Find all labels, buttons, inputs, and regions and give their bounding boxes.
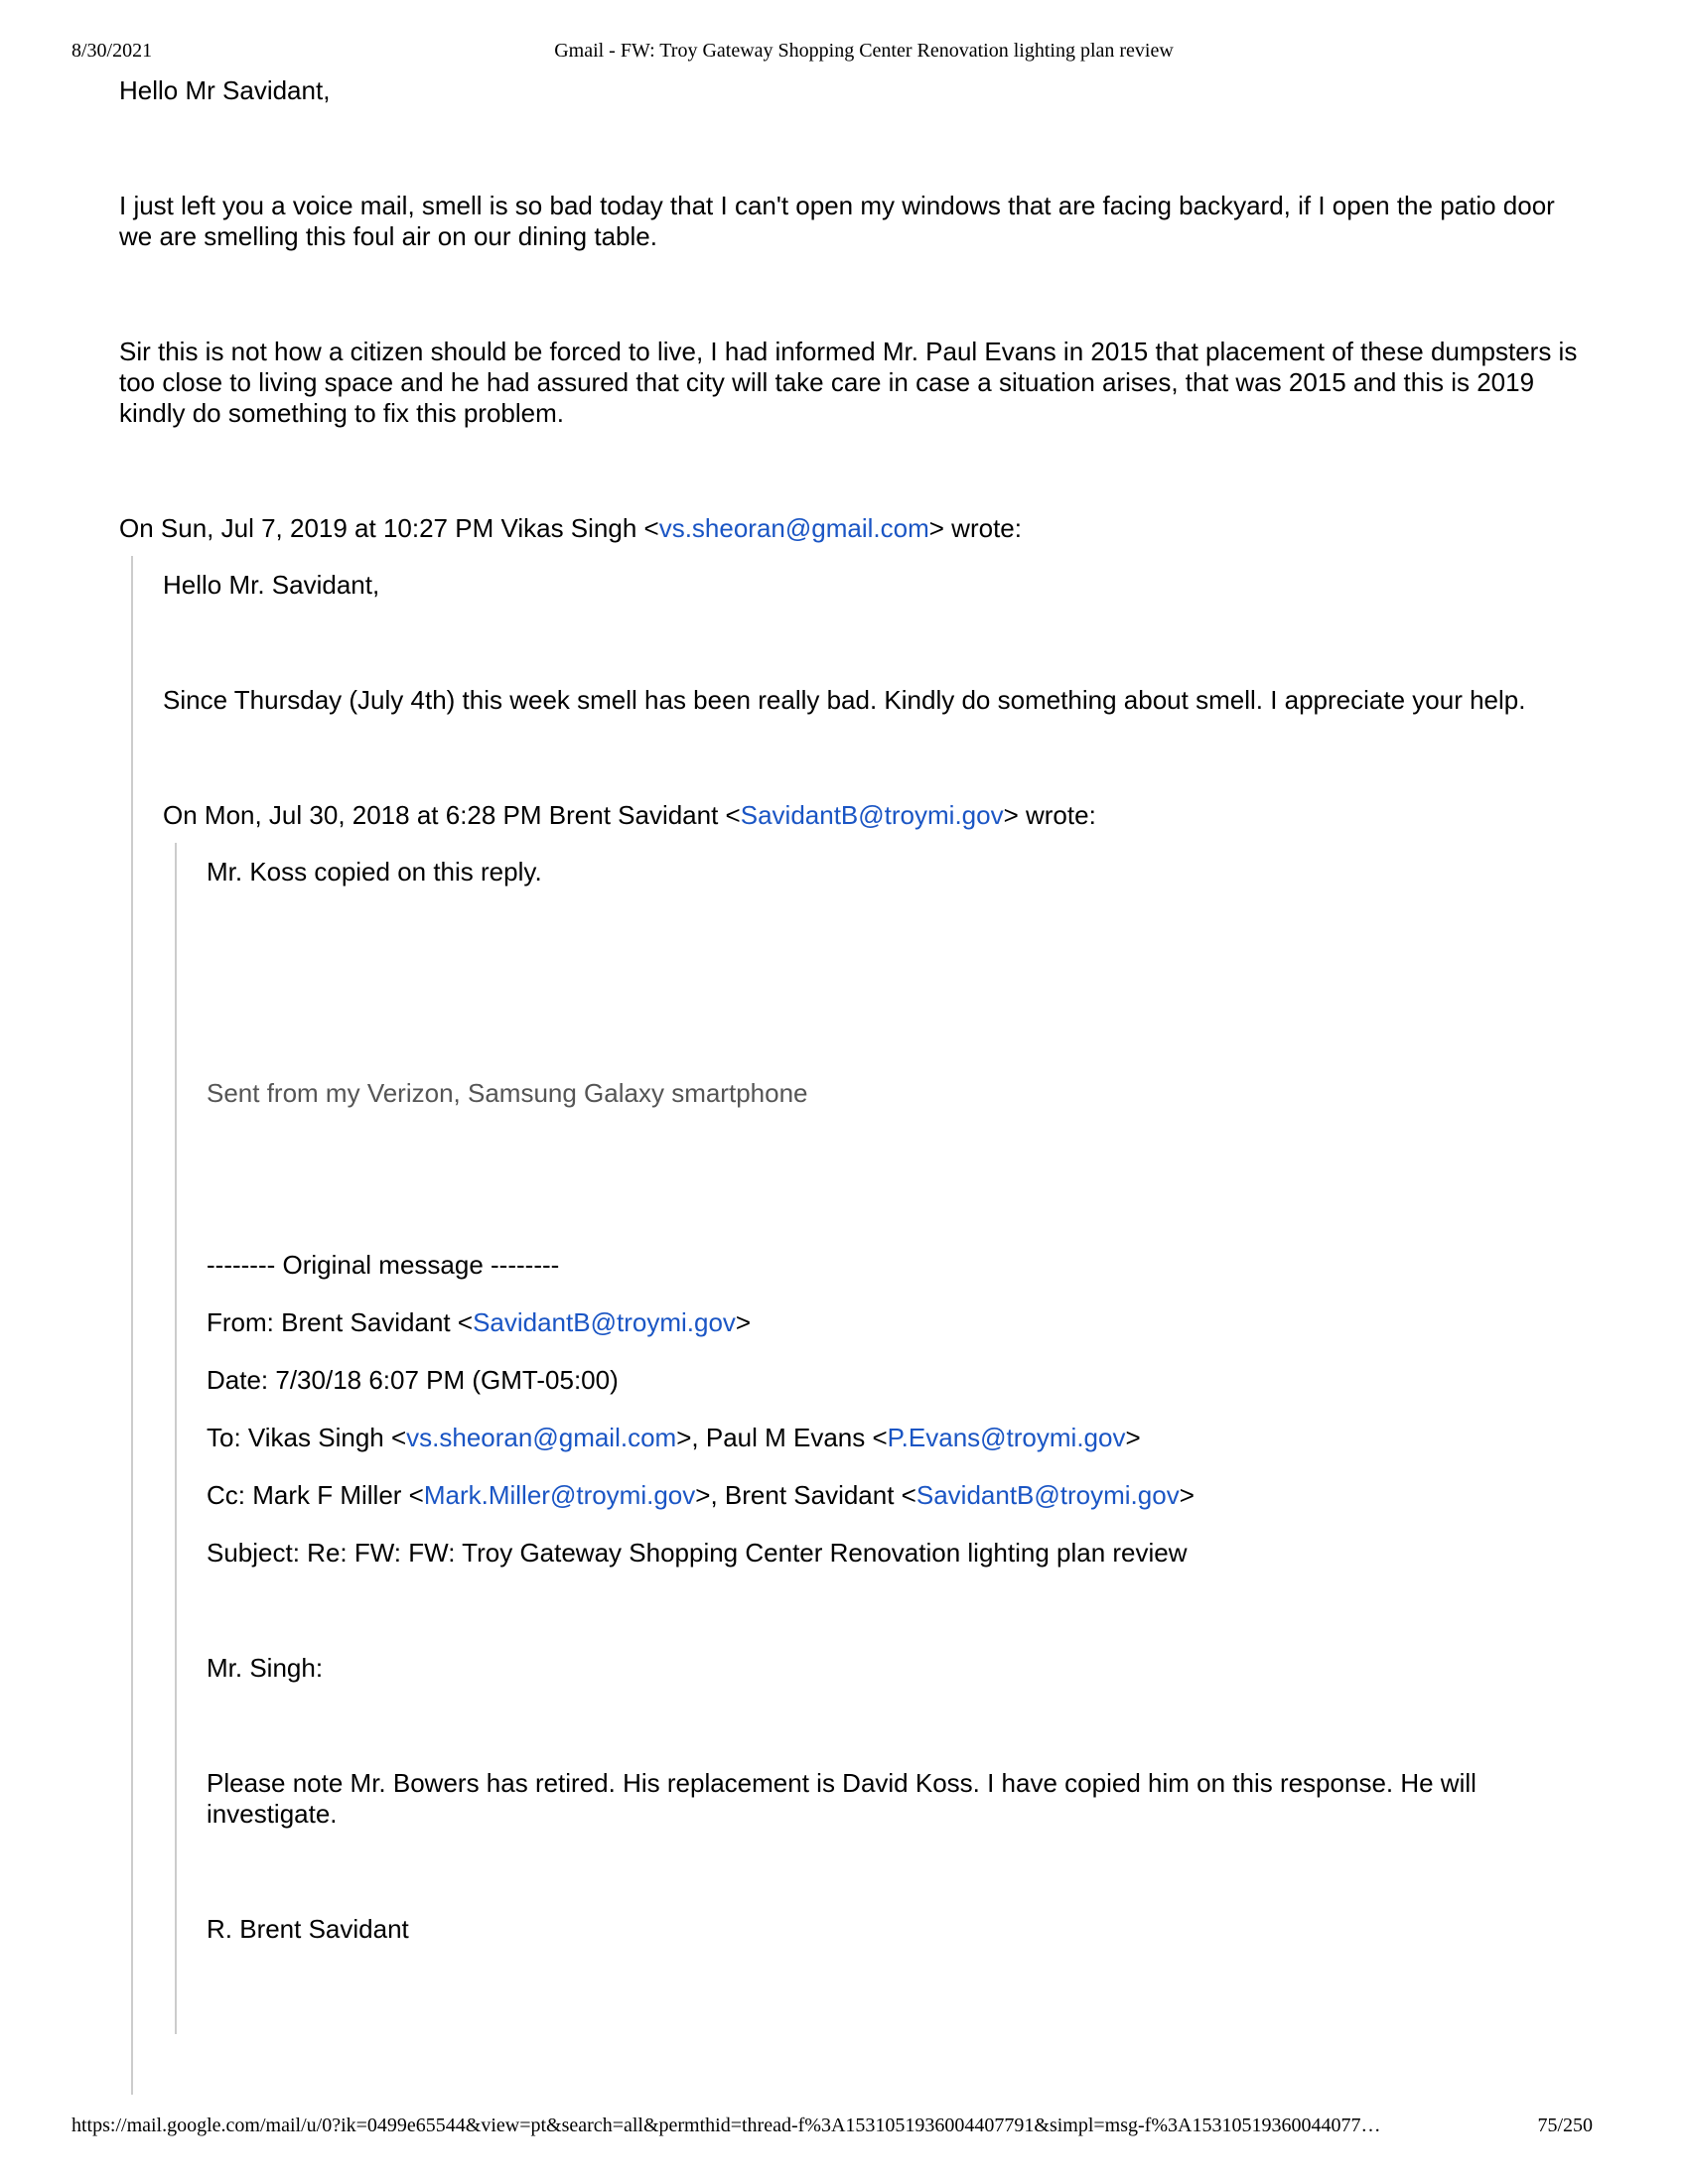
- message-paragraph-1: I just left you a voice mail, smell is so bad today that I can't open my windows that are facing backyard, if I open the patio door we are smelling this foul air on our dining table.: [119, 191, 1555, 251]
- greeting: Hello Mr Savidant,: [119, 75, 331, 105]
- quoted-line: Mr. Koss copied on this reply.: [207, 857, 542, 887]
- print-header: [71, 40, 1617, 69]
- email-message-body: [119, 75, 1579, 2095]
- mobile-signature: Sent from my Verizon, Samsung Galaxy smartphone: [207, 1078, 808, 1108]
- original-subject: Subject: Re: FW: FW: Troy Gateway Shopping Center Renovation lighting plan review: [207, 1538, 1188, 1568]
- print-url: https://mail.google.com/mail/u/0?ik=0499e65544&view=pt&search=all&permthid=thread-f%3A1531051936004407791&simpl=msg-f%3A15310519360044077…: [71, 2115, 1381, 2136]
- quote-attribution: On Sun, Jul 7, 2019 at 10:27 PM Vikas Singh <vs.sheoran@gmail.com> wrote:: [119, 513, 1022, 543]
- original-from: From: Brent Savidant <SavidantB@troymi.gov>: [207, 1307, 752, 1337]
- email-link[interactable]: vs.sheoran@gmail.com: [658, 513, 929, 543]
- original-message-header: -------- Original message --------: [207, 1250, 560, 1280]
- quoted-paragraph: Since Thursday (July 4th) this week smell has been really bad. Kindly do something about smell. I appreciate your help.: [163, 685, 1526, 715]
- email-link[interactable]: SavidantB@troymi.gov: [473, 1307, 736, 1337]
- quoted-greeting: Hello Mr. Savidant,: [163, 570, 380, 600]
- original-date: Date: 7/30/18 6:07 PM (GMT-05:00): [207, 1365, 619, 1395]
- salutation: Mr. Singh:: [207, 1653, 324, 1683]
- page-number: 75/250: [1537, 2115, 1593, 2136]
- print-title: Gmail - FW: Troy Gateway Shopping Center Renovation lighting plan review: [554, 40, 1174, 62]
- email-link[interactable]: vs.sheoran@gmail.com: [406, 1423, 677, 1452]
- print-footer: [71, 2115, 1617, 2144]
- print-date: 8/30/2021: [71, 40, 153, 62]
- sign-off: R. Brent Savidant: [207, 1914, 409, 1944]
- email-link[interactable]: SavidantB@troymi.gov: [915, 1480, 1180, 1510]
- original-to: To: Vikas Singh <vs.sheoran@gmail.com>, Paul M Evans <P.Evans@troymi.gov>: [207, 1423, 1141, 1452]
- reply-body: Please note Mr. Bowers has retired. His replacement is David Koss. I have copied him on this response. He will investigate.: [207, 1768, 1477, 1829]
- email-link[interactable]: SavidantB@troymi.gov: [740, 800, 1004, 830]
- original-cc: Cc: Mark F Miller <Mark.Miller@troymi.gov>, Brent Savidant <SavidantB@troymi.gov>: [207, 1480, 1195, 1510]
- message-paragraph-2: Sir this is not how a citizen should be forced to live, I had informed Mr. Paul Evans in 2015 that placement of these dumpsters is too close to living space and he had assured that city will take care in case a situation arises, that was 2015 and this is 2019 kindly do something to fix this problem.: [119, 337, 1578, 428]
- quoted-message-level-1: [131, 556, 1579, 2095]
- email-link[interactable]: P.Evans@troymi.gov: [887, 1423, 1126, 1452]
- quoted-message-level-2: [175, 843, 1579, 2034]
- quote-attribution: On Mon, Jul 30, 2018 at 6:28 PM Brent Savidant <SavidantB@troymi.gov> wrote:: [163, 800, 1096, 830]
- email-link[interactable]: Mark.Miller@troymi.gov: [423, 1480, 696, 1510]
